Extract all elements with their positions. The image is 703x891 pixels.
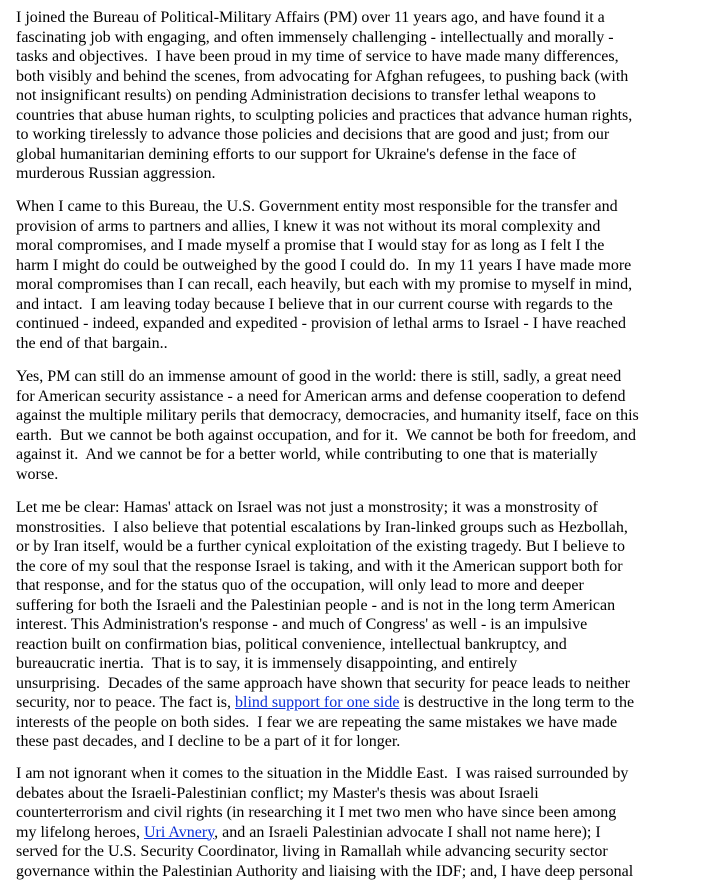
text-line: When I came to this Bureau, the U.S. Government entity most responsible for the transfer and (16, 198, 618, 215)
text-line: debates about the Israeli-Palestinian conflict; my Master's thesis was about Israeli (16, 784, 539, 802)
text-line-with-link (16, 823, 633, 843)
text-line: harm I might do could be outweighed by the good I could do. In my 11 years I have made more (16, 256, 632, 274)
uri-avnery-link[interactable]: Uri Avnery (143, 823, 215, 841)
text-line: both visibly and behind the scenes, from advocating for Afghan refugees, to pushing back (with (16, 67, 629, 85)
text-line: murderous Russian aggression. (16, 165, 216, 182)
text-segment: , and an Israeli Palestinian advocate I shall not name here); I (214, 823, 601, 841)
text-line: global humanitarian demining efforts to our support for Ukraine's defense in the face of (16, 145, 577, 163)
text-line: suffering for both the Israeli and the Palestinian people - and is not in the long term American (16, 596, 616, 614)
text-line: countries that abuse human rights, to sculpting policies and practices that advance human rights, (16, 106, 633, 124)
text-line: worse. (16, 465, 59, 483)
text-line: reaction built on confirmation bias, political convenience, intellectual bankruptcy, and (16, 635, 567, 653)
text-line-with-link (16, 693, 634, 713)
text-line: governance within the Palestinian Authority and liaising with the IDF; and, I have deep personal (16, 862, 634, 880)
text-line: these past decades, and I decline to be a part of it for longer. (16, 733, 401, 750)
text-line: I joined the Bureau of Political-Military Affairs (PM) over 11 years ago, and have found it a (16, 9, 605, 26)
text-line: unsurprising. Decades of the same approach have shown that security for peace leads to neither (16, 674, 630, 692)
text-line: interest. This Administration's response - and much of Congress' as well - is an impulsive (16, 616, 588, 633)
text-line: earth. But we cannot be both against occupation, and for it. We cannot be both for freedom, and (16, 426, 636, 444)
paragraph-5 (16, 764, 633, 881)
paragraph-1 (16, 8, 632, 184)
text-line: continued - indeed, expanded and expedited - provision of lethal arms to Israel - I have reached (16, 315, 626, 332)
text-segment: my lifelong heroes, (16, 823, 144, 841)
text-line: fascinating job with engaging, and often immensely challenging - intellectually and morally - (16, 28, 614, 46)
text-line: the end of that bargain.. (16, 334, 168, 352)
text-line: Let me be clear: Hamas' attack on Israel was not just a monstrosity; it was a monstrosity of (16, 499, 598, 516)
paragraph-3 (16, 367, 639, 484)
text-line: monstrosities. I also believe that potential escalations by Iran-linked groups such as Hezbollah, (16, 518, 628, 536)
paragraph-4 (16, 498, 634, 752)
text-line: not insignificant results) on pending Administration decisions to transfer lethal weapons to (16, 87, 596, 104)
text-line: and intact. I am leaving today because I believe that in our current course with regards to the (16, 295, 613, 313)
text-line: interests of the people on both sides. I fear we are repeating the same mistakes we have made (16, 713, 618, 731)
text-line: served for the U.S. Security Coordinator, living in Ramallah while advancing security sector (16, 843, 608, 860)
text-line: tasks and objectives. I have been proud in my time of service to have made many differences, (16, 48, 619, 65)
text-segment: security, nor to peace. The fact is, (16, 694, 236, 711)
text-line: that response, and for the status quo of the occupation, will only lead to more and deeper (16, 577, 584, 594)
text-line: bureaucratic inertia. That is to say, it is immensely disappointing, and entirely (16, 655, 518, 672)
text-line: the core of my soul that the response Israel is taking, and with it the American support both for (16, 557, 623, 575)
text-line: against the multiple military perils that democracy, democracies, and humanity itself, face on this (16, 407, 639, 424)
blind-support-link[interactable]: blind support for one side (235, 694, 400, 711)
text-line: or by Iran itself, would be a further cynical exploitation of the existing tragedy. But I believe to (16, 538, 625, 555)
paragraph-2 (16, 197, 632, 353)
text-line: for American security assistance - a need for American arms and defense cooperation to defend (16, 387, 626, 405)
text-line: Yes, PM can still do an immense amount of good in the world: there is still, sadly, a great need (16, 368, 622, 385)
text-line: moral compromises than I can recall, each heavily, but each with my promise to myself in mind, (16, 276, 633, 293)
text-segment: is destructive in the long term to the (399, 694, 635, 711)
text-line: counterterrorism and civil rights (in researching it I met two men who have since been among (16, 804, 617, 821)
text-line: against it. And we cannot be for a better world, while contributing to one that is materially (16, 446, 598, 463)
text-line: I am not ignorant when it comes to the situation in the Middle East. I was raised surrounded by (16, 765, 629, 782)
text-line: moral compromises, and I made myself a promise that I would stay for as long as I felt I the (16, 237, 605, 254)
text-line: provision of arms to partners and allies, I knew it was not without its moral complexity and (16, 217, 601, 235)
text-line: to working tirelessly to advance those policies and decisions that are good and just; from our (16, 126, 610, 143)
